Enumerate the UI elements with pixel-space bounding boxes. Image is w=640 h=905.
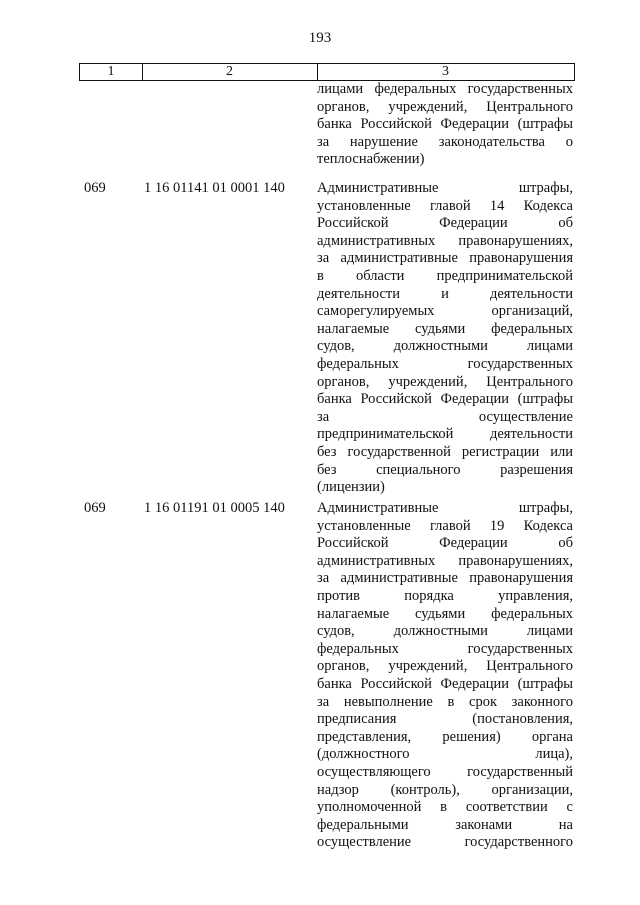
description-line: теплоснабжении) xyxy=(317,151,425,168)
row-description xyxy=(317,500,573,852)
description-line: предпринимательской деятельности xyxy=(317,426,573,443)
description-line: органов, учреждений, Центрального xyxy=(317,658,573,675)
description-line: за невыполнение в срок законного xyxy=(317,693,573,710)
row-description xyxy=(317,180,573,497)
description-line: представления, решения) органа xyxy=(317,728,573,745)
description-line: банка Российской Федерации (штрафы xyxy=(317,391,573,408)
budget-classification-code: 1 16 01191 01 0005 140 xyxy=(144,500,285,516)
description-line: федеральных государственных xyxy=(317,355,573,372)
description-line: налагаемые судьями федеральных xyxy=(317,605,573,622)
description-line: органов, учреждений, Центрального xyxy=(317,373,573,390)
description-line: осуществление государственного xyxy=(317,834,573,851)
header-col-1: 1 xyxy=(80,64,143,80)
description-line: против порядка управления, xyxy=(317,587,573,604)
description-line: осуществляющего государственный xyxy=(317,763,573,780)
budget-classification-code: 1 16 01141 01 0001 140 xyxy=(144,180,285,196)
description-line: саморегулируемых организаций, xyxy=(317,303,573,320)
description-line: без государственной регистрации или xyxy=(317,443,573,460)
description-line: административных правонарушениях, xyxy=(317,552,573,569)
description-line: судов, должностными лицами xyxy=(317,338,573,355)
continuation-description xyxy=(317,81,573,169)
header-col-3: 3 xyxy=(442,64,449,79)
description-line: административных правонарушениях, xyxy=(317,232,573,249)
description-line: банка Российской Федерации (штрафы xyxy=(317,675,573,692)
description-line: в области предпринимательской xyxy=(317,267,573,284)
description-line: Административные штрафы, xyxy=(317,180,573,196)
header-col-2: 2 xyxy=(142,64,318,80)
admin-code: 069 xyxy=(84,500,106,516)
description-line: предписания (постановления, xyxy=(317,711,573,728)
description-line: налагаемые судьями федеральных xyxy=(317,320,573,337)
description-line: Российской Федерации об xyxy=(317,215,573,232)
description-line: надзор (контроль), организации, xyxy=(317,781,573,798)
admin-code: 069 xyxy=(84,180,106,196)
description-line: (лицензии) xyxy=(317,479,385,496)
description-line: без специального разрешения xyxy=(317,461,573,478)
description-line: (должностного лица), xyxy=(317,746,573,763)
description-line: Российской Федерации об xyxy=(317,535,573,552)
description-line: органов, учреждений, Центрального xyxy=(317,98,573,115)
description-line: федеральных государственных xyxy=(317,640,573,657)
description-line: за административные правонарушения xyxy=(317,570,573,587)
description-line: установленные главой 19 Кодекса xyxy=(317,517,573,534)
description-line: банка Российской Федерации (штрафы xyxy=(317,116,573,133)
description-line: Административные штрафы, xyxy=(317,500,573,516)
description-line: судов, должностными лицами xyxy=(317,623,573,640)
description-line: за осуществление xyxy=(317,408,573,425)
description-line: установленные главой 14 Кодекса xyxy=(317,197,573,214)
description-line: за административные правонарушения xyxy=(317,250,573,267)
description-line: за нарушение законодательства о xyxy=(317,133,573,150)
page-number: 193 xyxy=(308,30,332,46)
table-header-row xyxy=(79,63,575,81)
description-line: лицами федеральных государственных xyxy=(317,81,573,97)
description-line: федеральными законами на xyxy=(317,816,573,833)
description-line: деятельности и деятельности xyxy=(317,285,573,302)
description-line: уполномоченной в соответствии с xyxy=(317,799,573,816)
